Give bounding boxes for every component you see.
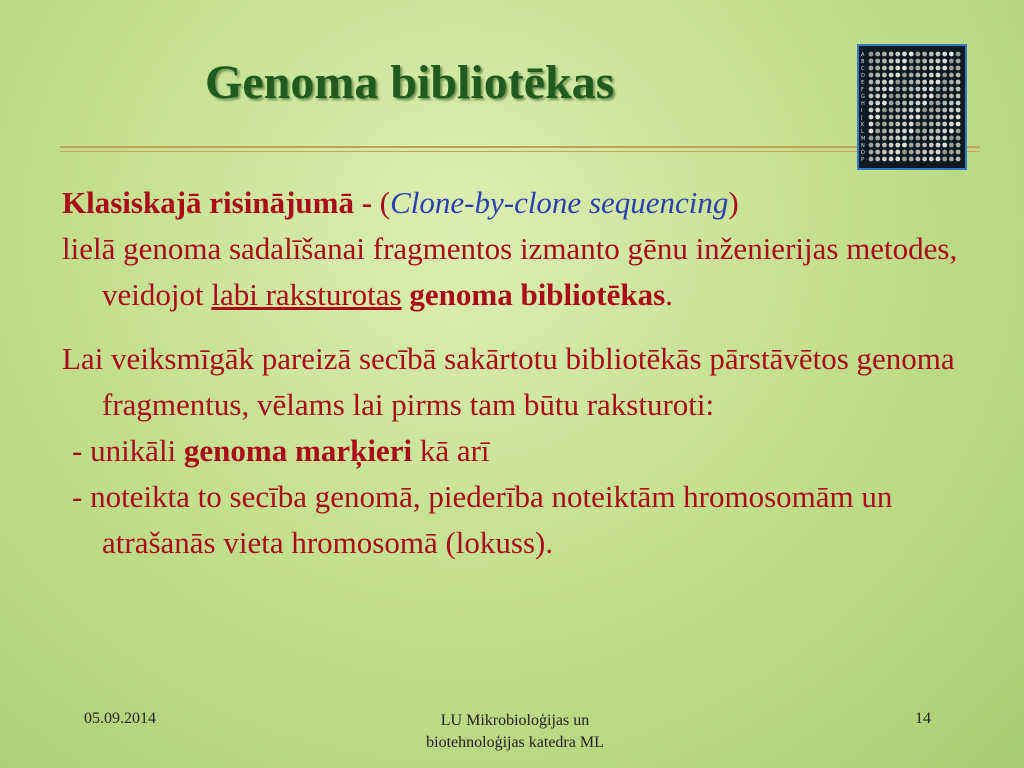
plate-colony (889, 129, 894, 134)
plate-colony (902, 122, 907, 127)
plate-colony (882, 122, 887, 127)
plate-row-label: J (861, 115, 863, 121)
plate-colony (875, 115, 880, 120)
plate-colony (895, 66, 900, 71)
plate-colony (869, 59, 874, 64)
paragraph-1-end: . (665, 277, 673, 312)
plate-colony (875, 136, 880, 141)
slide-title: Genoma bibliotēkas (205, 56, 615, 109)
plate-colony (916, 143, 921, 148)
plate-colony (875, 143, 880, 148)
plate-colony (929, 108, 934, 113)
plate-colony (922, 150, 927, 155)
plate-colony (956, 108, 961, 113)
plate-colony (916, 150, 921, 155)
plate-colony (889, 122, 894, 127)
plate-colony (909, 108, 914, 113)
plate-colony (956, 94, 961, 99)
intro-bold: Klasiskajā risinājumā - (62, 185, 373, 220)
plate-colony (909, 87, 914, 92)
plate-colony (942, 52, 947, 57)
plate-colony (902, 80, 907, 85)
plate-colony (882, 115, 887, 120)
plate-colony (922, 101, 927, 106)
plate-colony (882, 136, 887, 141)
plate-colony (909, 115, 914, 120)
plate-row-label: I (861, 108, 863, 114)
intro-line (62, 180, 982, 226)
plate-colony (942, 59, 947, 64)
plate-colony (956, 101, 961, 106)
plate-colony (889, 66, 894, 71)
plate-colony (922, 129, 927, 134)
plate-colony (895, 87, 900, 92)
plate-colony (895, 122, 900, 127)
plate-colony (889, 143, 894, 148)
plate-colony (895, 80, 900, 85)
plate-colony (936, 143, 941, 148)
plate-colony (922, 157, 927, 162)
plate-row-label: O (861, 150, 865, 156)
plate-row-label: H (861, 101, 865, 107)
plate-colony (916, 122, 921, 127)
paragraph-2: Lai veiksmīgāk pareizā secībā sakārtotu bibliotēkās pārstāvētos genoma fragmentus, vēlams lai pirms tam būtu raksturoti: (62, 341, 955, 422)
plate-colony (949, 143, 954, 148)
plate-colony (902, 94, 907, 99)
plate-colony (882, 101, 887, 106)
plate-colony (922, 66, 927, 71)
plate-colony (882, 52, 887, 57)
plate-colony (895, 136, 900, 141)
plate-colony (895, 115, 900, 120)
plate-colony (902, 73, 907, 78)
paragraph-1 (62, 226, 982, 318)
plate-colony (882, 87, 887, 92)
plate-colony (895, 94, 900, 99)
plate-colony (869, 129, 874, 134)
plate-colony (909, 101, 914, 106)
plate-colony (889, 73, 894, 78)
plate-colony (956, 150, 961, 155)
plate-colony (942, 101, 947, 106)
plate-colony (949, 66, 954, 71)
plate-colony (942, 122, 947, 127)
plate-colony (882, 94, 887, 99)
plate-colony (869, 136, 874, 141)
plate-colony (949, 129, 954, 134)
plate-colony (929, 52, 934, 57)
plate-colony (875, 129, 880, 134)
plate-colony (875, 150, 880, 155)
plate-colony (936, 108, 941, 113)
plate-colony (869, 66, 874, 71)
plate-colony (889, 136, 894, 141)
plate-colony (929, 143, 934, 148)
plate-colony (869, 80, 874, 85)
plate-row-label: L (861, 129, 864, 135)
plate-colony (882, 80, 887, 85)
intro-paren-close: ) (728, 185, 739, 220)
plate-colony (902, 108, 907, 113)
plate-colony (956, 115, 961, 120)
bullet-item-2: - noteikta to secība genomā, piederība noteiktām hromosomām un atrašanās vieta hromosomā (lokuss). (72, 479, 893, 560)
plate-row-label: B (861, 59, 865, 65)
plate-colony (882, 73, 887, 78)
plate-colony (929, 115, 934, 120)
plate-colony (922, 73, 927, 78)
plate-colony (869, 143, 874, 148)
plate-colony (875, 157, 880, 162)
plate-colony (875, 94, 880, 99)
plate-colony (916, 87, 921, 92)
bullet-1-bold: genoma marķieri (183, 433, 413, 468)
plate-colony (942, 129, 947, 134)
plate-colony (929, 94, 934, 99)
plate-colony (936, 59, 941, 64)
plate-colony (909, 122, 914, 127)
plate-colony (889, 87, 894, 92)
plate-colony (889, 52, 894, 57)
plate-colony (956, 66, 961, 71)
title-divider (60, 146, 980, 148)
plate-colony (875, 66, 880, 71)
plate-colony (949, 59, 954, 64)
plate-colony (902, 157, 907, 162)
plate-colony (902, 129, 907, 134)
plate-colony (936, 73, 941, 78)
plate-colony (956, 59, 961, 64)
plate-colony (929, 59, 934, 64)
plate-colony (942, 87, 947, 92)
plate-colony (875, 101, 880, 106)
plate-colony (909, 143, 914, 148)
plate-colony (936, 136, 941, 141)
plate-colony (942, 108, 947, 113)
plate-colony (916, 73, 921, 78)
plate-colony (909, 129, 914, 134)
plate-colony (909, 136, 914, 141)
plate-colony (909, 157, 914, 162)
plate-colony (882, 59, 887, 64)
plate-colony (922, 143, 927, 148)
plate-colony (929, 122, 934, 127)
plate-colony (875, 73, 880, 78)
plate-colony (909, 80, 914, 85)
plate-colony (942, 150, 947, 155)
plate-row-label: C (861, 66, 865, 72)
plate-colony (929, 129, 934, 134)
plate-colony (882, 150, 887, 155)
plate-colony (902, 59, 907, 64)
plate-colony (882, 108, 887, 113)
footer-date: 05.09.2014 (84, 710, 156, 727)
plate-colony (922, 87, 927, 92)
plate-colony (882, 143, 887, 148)
plate-colony (909, 150, 914, 155)
plate-colony (922, 122, 927, 127)
plate-colony (922, 94, 927, 99)
plate-colony (942, 80, 947, 85)
plate-row-label: A (861, 52, 865, 58)
plate-colony (916, 157, 921, 162)
plate-colony (902, 143, 907, 148)
plate-colony (936, 52, 941, 57)
plate-colony (922, 108, 927, 113)
plate-colony (875, 87, 880, 92)
bullet-1-pre: - unikāli (72, 433, 184, 468)
plate-colony (956, 80, 961, 85)
plate-colony (949, 157, 954, 162)
plate-colony (895, 59, 900, 64)
plate-colony (895, 52, 900, 57)
plate-colony (936, 122, 941, 127)
plate-colony (902, 136, 907, 141)
plate-colony (956, 52, 961, 57)
plate-colony (895, 108, 900, 113)
plate-colony (956, 122, 961, 127)
plate-colony (936, 94, 941, 99)
plate-colony (942, 136, 947, 141)
plate-colony (942, 73, 947, 78)
paragraph-1-underlined: labi raksturotas (211, 277, 402, 312)
plate-colony (929, 73, 934, 78)
microplate-colonies-icon (857, 44, 967, 170)
plate-colony (916, 66, 921, 71)
plate-colony (909, 94, 914, 99)
plate-colony (882, 157, 887, 162)
plate-colony (956, 129, 961, 134)
plate-colony (889, 59, 894, 64)
plate-colony (909, 59, 914, 64)
plate-colony (869, 73, 874, 78)
plate-colony (936, 66, 941, 71)
plate-colony (869, 52, 874, 57)
plate-colony (942, 94, 947, 99)
plate-colony (889, 108, 894, 113)
plate-colony (942, 115, 947, 120)
plate-colony (875, 108, 880, 113)
footer-center-line2: biotehnoloģijas katedra ML (426, 734, 604, 751)
intro-italic-term: Clone-by-clone sequencing (390, 185, 729, 220)
plate-colony (916, 80, 921, 85)
plate-colony (949, 136, 954, 141)
plate-colony (889, 94, 894, 99)
plate-colony (895, 73, 900, 78)
plate-colony (936, 101, 941, 106)
slide-body (62, 180, 982, 566)
plate-colony (949, 115, 954, 120)
plate-colony (869, 115, 874, 120)
footer-center-line1: LU Mikrobioloģijas un (440, 712, 590, 729)
plate-colony (869, 87, 874, 92)
plate-colony (949, 101, 954, 106)
plate-colony (929, 101, 934, 106)
plate-colony (949, 94, 954, 99)
plate-row-label: E (861, 80, 865, 86)
plate-colony (956, 73, 961, 78)
plate-colony (956, 157, 961, 162)
plate-colony (949, 73, 954, 78)
footer-center (390, 710, 640, 754)
footer-page-number: 14 (915, 710, 931, 727)
plate-colony (929, 150, 934, 155)
plate-colony (875, 59, 880, 64)
plate-colony (909, 66, 914, 71)
plate-colony (889, 101, 894, 106)
plate-colony (922, 115, 927, 120)
plate-colony (949, 122, 954, 127)
plate-colony (902, 150, 907, 155)
plate-colony (929, 87, 934, 92)
plate-colony (936, 115, 941, 120)
plate-colony (922, 59, 927, 64)
plate-colony (929, 80, 934, 85)
plate-colony (929, 157, 934, 162)
plate-colony (922, 80, 927, 85)
plate-colony (929, 66, 934, 71)
plate-colony (882, 129, 887, 134)
plate-colony (949, 80, 954, 85)
plate-colony (869, 101, 874, 106)
plate-colony (916, 59, 921, 64)
plate-colony (956, 87, 961, 92)
plate-colony (895, 101, 900, 106)
plate-colony (902, 115, 907, 120)
plate-colony (902, 87, 907, 92)
plate-colony (895, 129, 900, 134)
plate-colony (949, 52, 954, 57)
title-divider-thin (60, 151, 980, 152)
plate-colony (949, 108, 954, 113)
plate-colony (949, 150, 954, 155)
plate-colony (916, 136, 921, 141)
plate-row-label: P (861, 157, 865, 163)
plate-colony (889, 80, 894, 85)
plate-colony (936, 150, 941, 155)
plate-row-label: M (861, 136, 866, 142)
intro-paren-open: ( (372, 185, 391, 220)
plate-colony (875, 80, 880, 85)
plate-colony (902, 52, 907, 57)
plate-row-label: F (861, 87, 864, 93)
plate-colony (895, 157, 900, 162)
plate-colony (936, 157, 941, 162)
plate-colony (922, 52, 927, 57)
plate-colony (869, 150, 874, 155)
plate-colony (942, 143, 947, 148)
plate-colony (942, 66, 947, 71)
plate-colony (895, 143, 900, 148)
plate-colony (916, 94, 921, 99)
plate-colony (956, 136, 961, 141)
plate-colony (949, 87, 954, 92)
plate-row-label: N (861, 143, 865, 149)
plate-colony (929, 136, 934, 141)
paragraph-1-text: lielā genoma sadalīšanai fragmentos izmanto gēnu inženierijas metodes, veidojot (62, 231, 958, 312)
paragraph-1-bold: genoma bibliotēkas (409, 277, 666, 312)
plate-colony (909, 73, 914, 78)
plate-colony (909, 52, 914, 57)
plate-colony (869, 157, 874, 162)
plate-colony (895, 150, 900, 155)
plate-colony (902, 101, 907, 106)
plate-colony (882, 66, 887, 71)
plate-colony (869, 94, 874, 99)
plate-row-label: G (861, 94, 865, 100)
plate-colony (902, 66, 907, 71)
plate-colony (936, 87, 941, 92)
plate-colony (916, 52, 921, 57)
plate-colony (916, 129, 921, 134)
plate-colony (942, 157, 947, 162)
bullet-1-post: kā arī (412, 433, 490, 468)
plate-colony (875, 52, 880, 57)
plate-colony (936, 129, 941, 134)
plate-row-label: K (861, 122, 865, 128)
plate-colony (956, 143, 961, 148)
plate-row-label: D (861, 73, 865, 79)
plate-colony (936, 80, 941, 85)
plate-colony (875, 122, 880, 127)
plate-colony (916, 108, 921, 113)
plate-colony (889, 150, 894, 155)
plate-colony (922, 136, 927, 141)
plate-colony (889, 157, 894, 162)
bullet-item-1 (62, 428, 982, 474)
plate-colony (916, 101, 921, 106)
plate-colony (869, 122, 874, 127)
plate-colony (916, 115, 921, 120)
plate-colony (889, 115, 894, 120)
plate-colony (869, 108, 874, 113)
